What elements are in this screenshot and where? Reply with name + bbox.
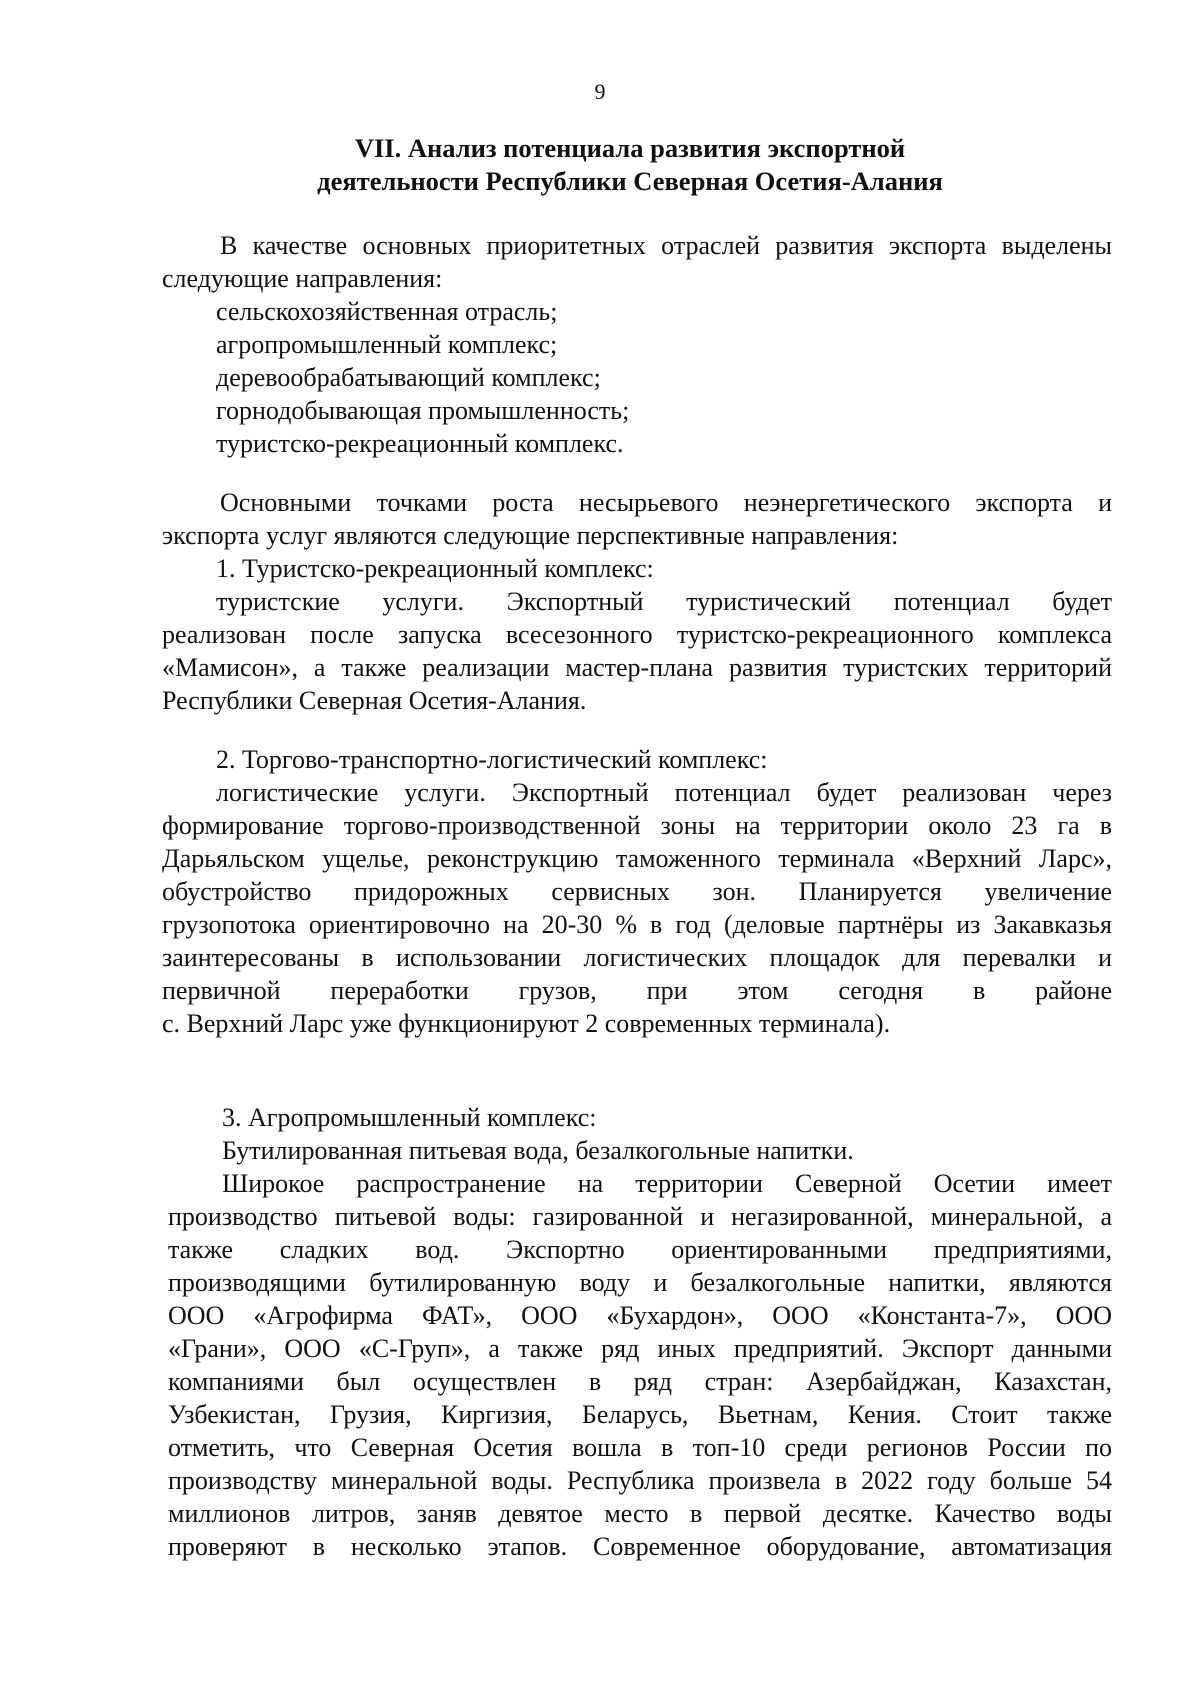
text-line: миллионов литров, заняв девятое место в первой десятке. Качество воды xyxy=(168,1499,1112,1528)
text-line: первичной переработки грузов, при этом сегодня в районе xyxy=(162,976,1112,1005)
priority-sectors-paragraph xyxy=(162,229,1112,460)
page-number: 9 xyxy=(594,79,606,104)
section-heading-line-1: VII. Анализ потенциала развития экспортной xyxy=(354,133,906,163)
agro-industrial-paragraph xyxy=(168,1101,1112,1563)
text-line: с. Верхний Ларс уже функционируют 2 современных терминала). xyxy=(162,1009,891,1038)
text-line: заинтересованы в использовании логистических площадок для перевалки и xyxy=(162,943,1112,972)
section-heading-line-2: деятельности Республики Северная Осетия-Алания xyxy=(317,166,943,196)
subsection-title-tourism: 1. Туристско-рекреационный комплекс: xyxy=(216,554,654,583)
list-item: деревообрабатывающий комплекс; xyxy=(216,363,601,392)
text-line: проверяют в несколько этапов. Современное оборудование, автоматизация xyxy=(168,1532,1112,1561)
list-item: туристско-рекреационный комплекс. xyxy=(216,429,624,458)
text-line: экспорта услуг являются следующие перспективные направления: xyxy=(162,521,899,550)
text-line: производящими бутилированную воду и безалкогольные напитки, являются xyxy=(168,1268,1112,1297)
text-line: также сладких вод. Экспортно ориентированными предприятиями, xyxy=(168,1235,1112,1264)
text-line: формирование торгово-производственной зоны на территории около 23 га в xyxy=(162,811,1112,840)
text-line: ООО «Агрофирма ФАТ», ООО «Бухардон», ООО «Константа-7», ООО xyxy=(168,1301,1112,1330)
growth-points-paragraph xyxy=(162,486,1112,717)
text-line: производство питьевой воды: газированной и негазированной, минеральной, а xyxy=(168,1202,1112,1231)
text-line: логистические услуги. Экспортный потенциал будет реализован через xyxy=(216,778,1112,807)
text-line: обустройство придорожных сервисных зон. Планируется увеличение xyxy=(162,877,1112,906)
subsection-title-agro: 3. Агропромышленный комплекс: xyxy=(222,1103,597,1132)
text-line: «Грани», ООО «С-Груп», а также ряд иных предприятий. Экспорт данными xyxy=(168,1334,1112,1363)
list-item: сельскохозяйственная отрасль; xyxy=(216,297,558,326)
list-item: агропромышленный комплекс; xyxy=(216,330,558,359)
text-line: Основными точками роста несырьевого неэнергетического экспорта и xyxy=(220,488,1112,517)
text-line: Узбекистан, Грузия, Киргизия, Беларусь, Вьетнам, Кения. Стоит также xyxy=(168,1400,1112,1429)
text-line: Широкое распространение на территории Северной Осетии имеет xyxy=(222,1169,1112,1198)
subsection-subtitle: Бутилированная питьевая вода, безалкогольные напитки. xyxy=(222,1136,854,1165)
text-line: Дарьяльском ущелье, реконструкцию таможенного терминала «Верхний Ларс», xyxy=(162,844,1112,873)
logistics-paragraph xyxy=(162,743,1112,1040)
text-line: компаниями был осуществлен в ряд стран: Азербайджан, Казахстан, xyxy=(168,1367,1112,1396)
text-line: туристские услуги. Экспортный туристический потенциал будет xyxy=(216,587,1112,616)
list-item: горнодобывающая промышленность; xyxy=(216,396,630,425)
section-heading xyxy=(150,132,1110,198)
text-line: производству минеральной воды. Республика произвела в 2022 году больше 54 xyxy=(168,1466,1112,1495)
text-line: следующие направления: xyxy=(162,264,443,293)
text-line: отметить, что Северная Осетия вошла в топ-10 среди регионов России по xyxy=(168,1433,1112,1462)
text-line: В качестве основных приоритетных отраслей развития экспорта выделены xyxy=(220,231,1112,260)
text-line: реализован после запуска всесезонного туристско-рекреационного комплекса xyxy=(162,620,1112,649)
text-line: «Мамисон», а также реализации мастер-плана развития туристских территорий xyxy=(162,653,1112,682)
text-line: грузопотока ориентировочно на 20-30 % в год (деловые партнёры из Закавказья xyxy=(162,910,1112,939)
text-line: Республики Северная Осетия-Алания. xyxy=(162,686,587,715)
subsection-title-logistics: 2. Торгово-транспортно-логистический комплекс: xyxy=(216,745,768,774)
